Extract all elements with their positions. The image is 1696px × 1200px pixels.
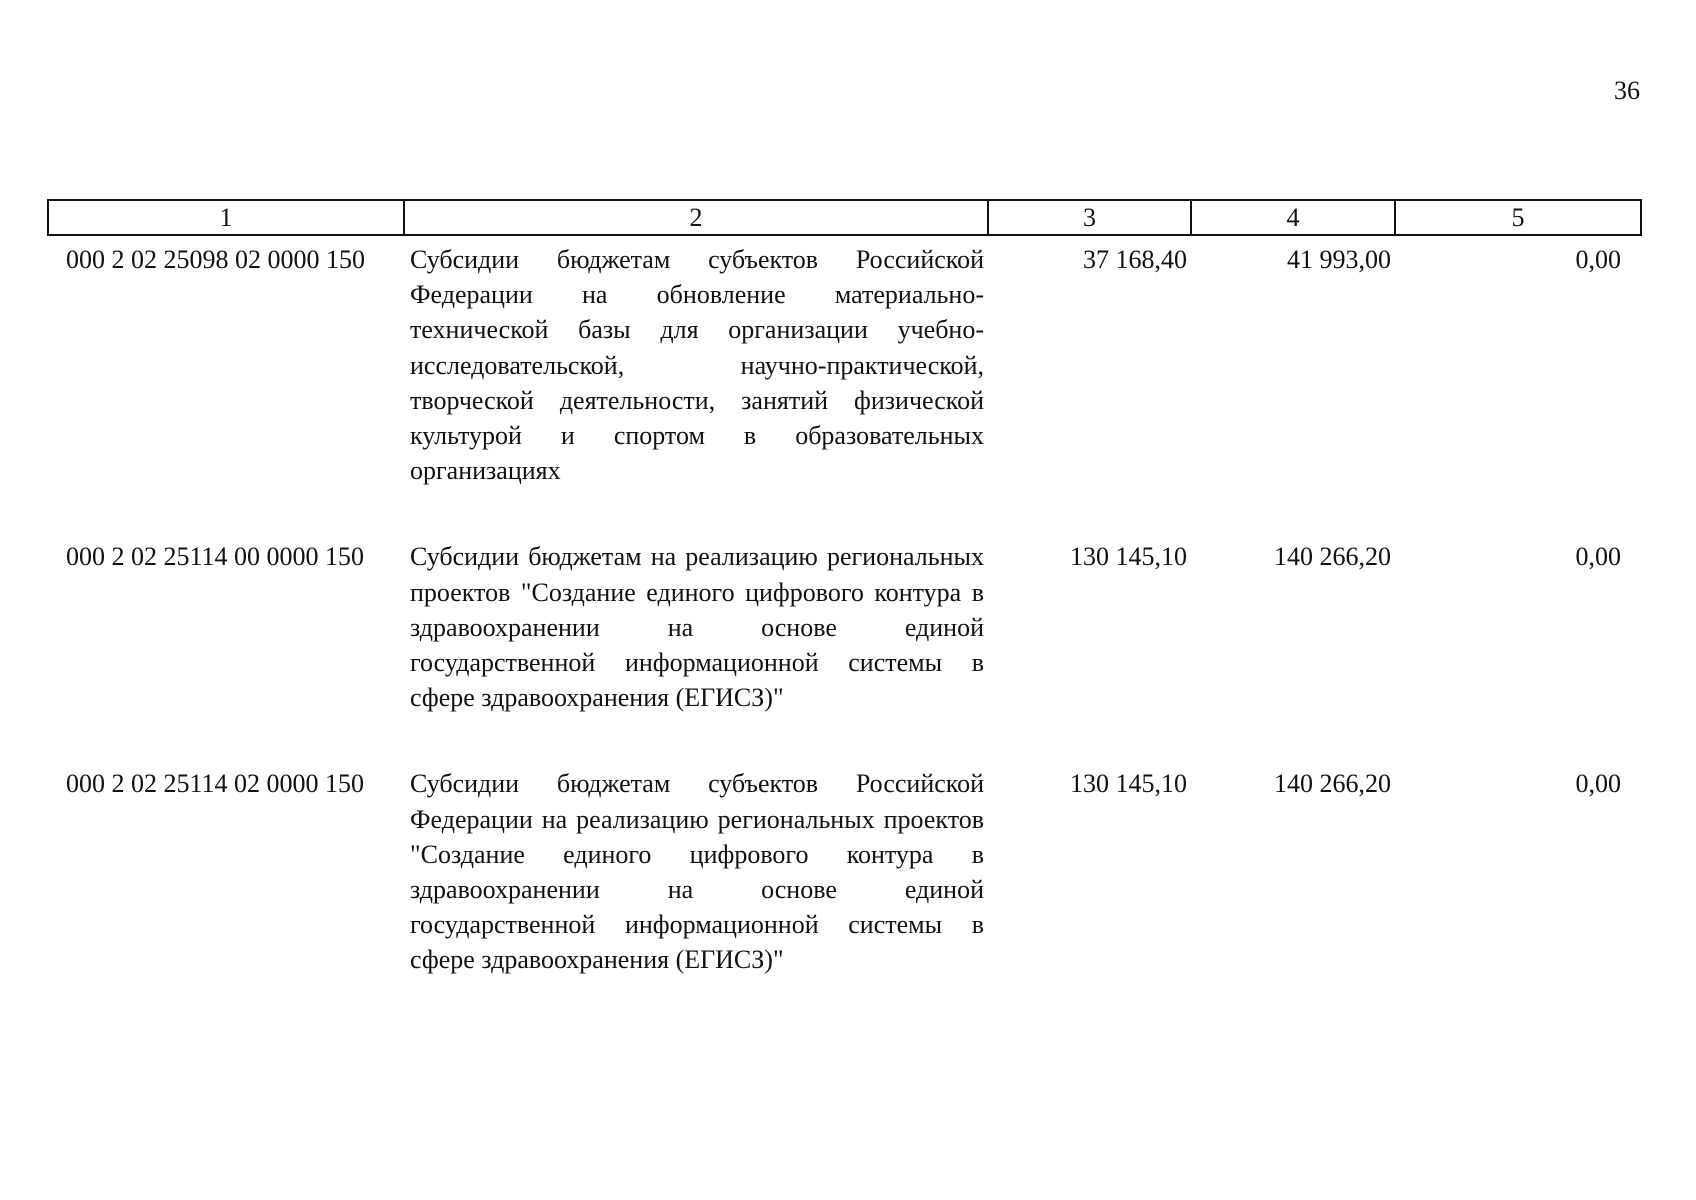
value-col-3: 130 145,10 [1070, 542, 1187, 572]
value-col-4: 41 993,00 [1287, 245, 1391, 274]
description: Субсидии бюджетам на реализацию региональных проектов "Создание единого цифрового контура в здравоохранении на основе единой государственной информационной системы в сфере здравоохранения (ЕГИСЗ)" [410, 542, 984, 713]
value-col-4: 140 266,20 [1274, 769, 1391, 799]
header-col-3: 3 [988, 200, 1191, 235]
value-col-5: 0,00 [1575, 769, 1621, 799]
value-col-3: 130 145,10 [1070, 769, 1187, 799]
header-col-2: 2 [404, 200, 988, 235]
value-col-4: 140 266,20 [1274, 542, 1391, 572]
table-row [48, 235, 1641, 533]
table-body [48, 235, 1641, 978]
value-col-3: 37 168,40 [1083, 245, 1187, 274]
budget-table [47, 199, 1642, 978]
header-col-4: 4 [1191, 200, 1395, 235]
table-row [48, 760, 1641, 977]
budget-code: 000 2 02 25114 02 0000 150 [66, 769, 365, 799]
description: Субсидии бюджетам субъектов Российской Федерации на реализацию региональных проектов "Создание единого цифрового контура в здравоохранении на основе единой государственной информационной системы в сфере здравоохранения (ЕГИСЗ)" [410, 769, 984, 975]
description: Субсидии бюджетам субъектов Российской Федерации на обновление материально-технической базы для организации учебно-исследовательской, научно-практической, творческой деятельности, занятий физической культурой и спортом в образовательных организациях [410, 245, 984, 486]
table-header [48, 200, 1641, 235]
value-col-5: 0,00 [1575, 245, 1621, 274]
header-col-1: 1 [48, 200, 404, 235]
budget-code: 000 2 02 25098 02 0000 150 [66, 245, 365, 274]
table-row [48, 533, 1641, 760]
header-row [48, 200, 1641, 235]
page-number: 36 [1614, 76, 1640, 105]
budget-code: 000 2 02 25114 00 0000 150 [66, 542, 365, 572]
header-col-5: 5 [1395, 200, 1641, 235]
value-col-5: 0,00 [1575, 542, 1621, 572]
